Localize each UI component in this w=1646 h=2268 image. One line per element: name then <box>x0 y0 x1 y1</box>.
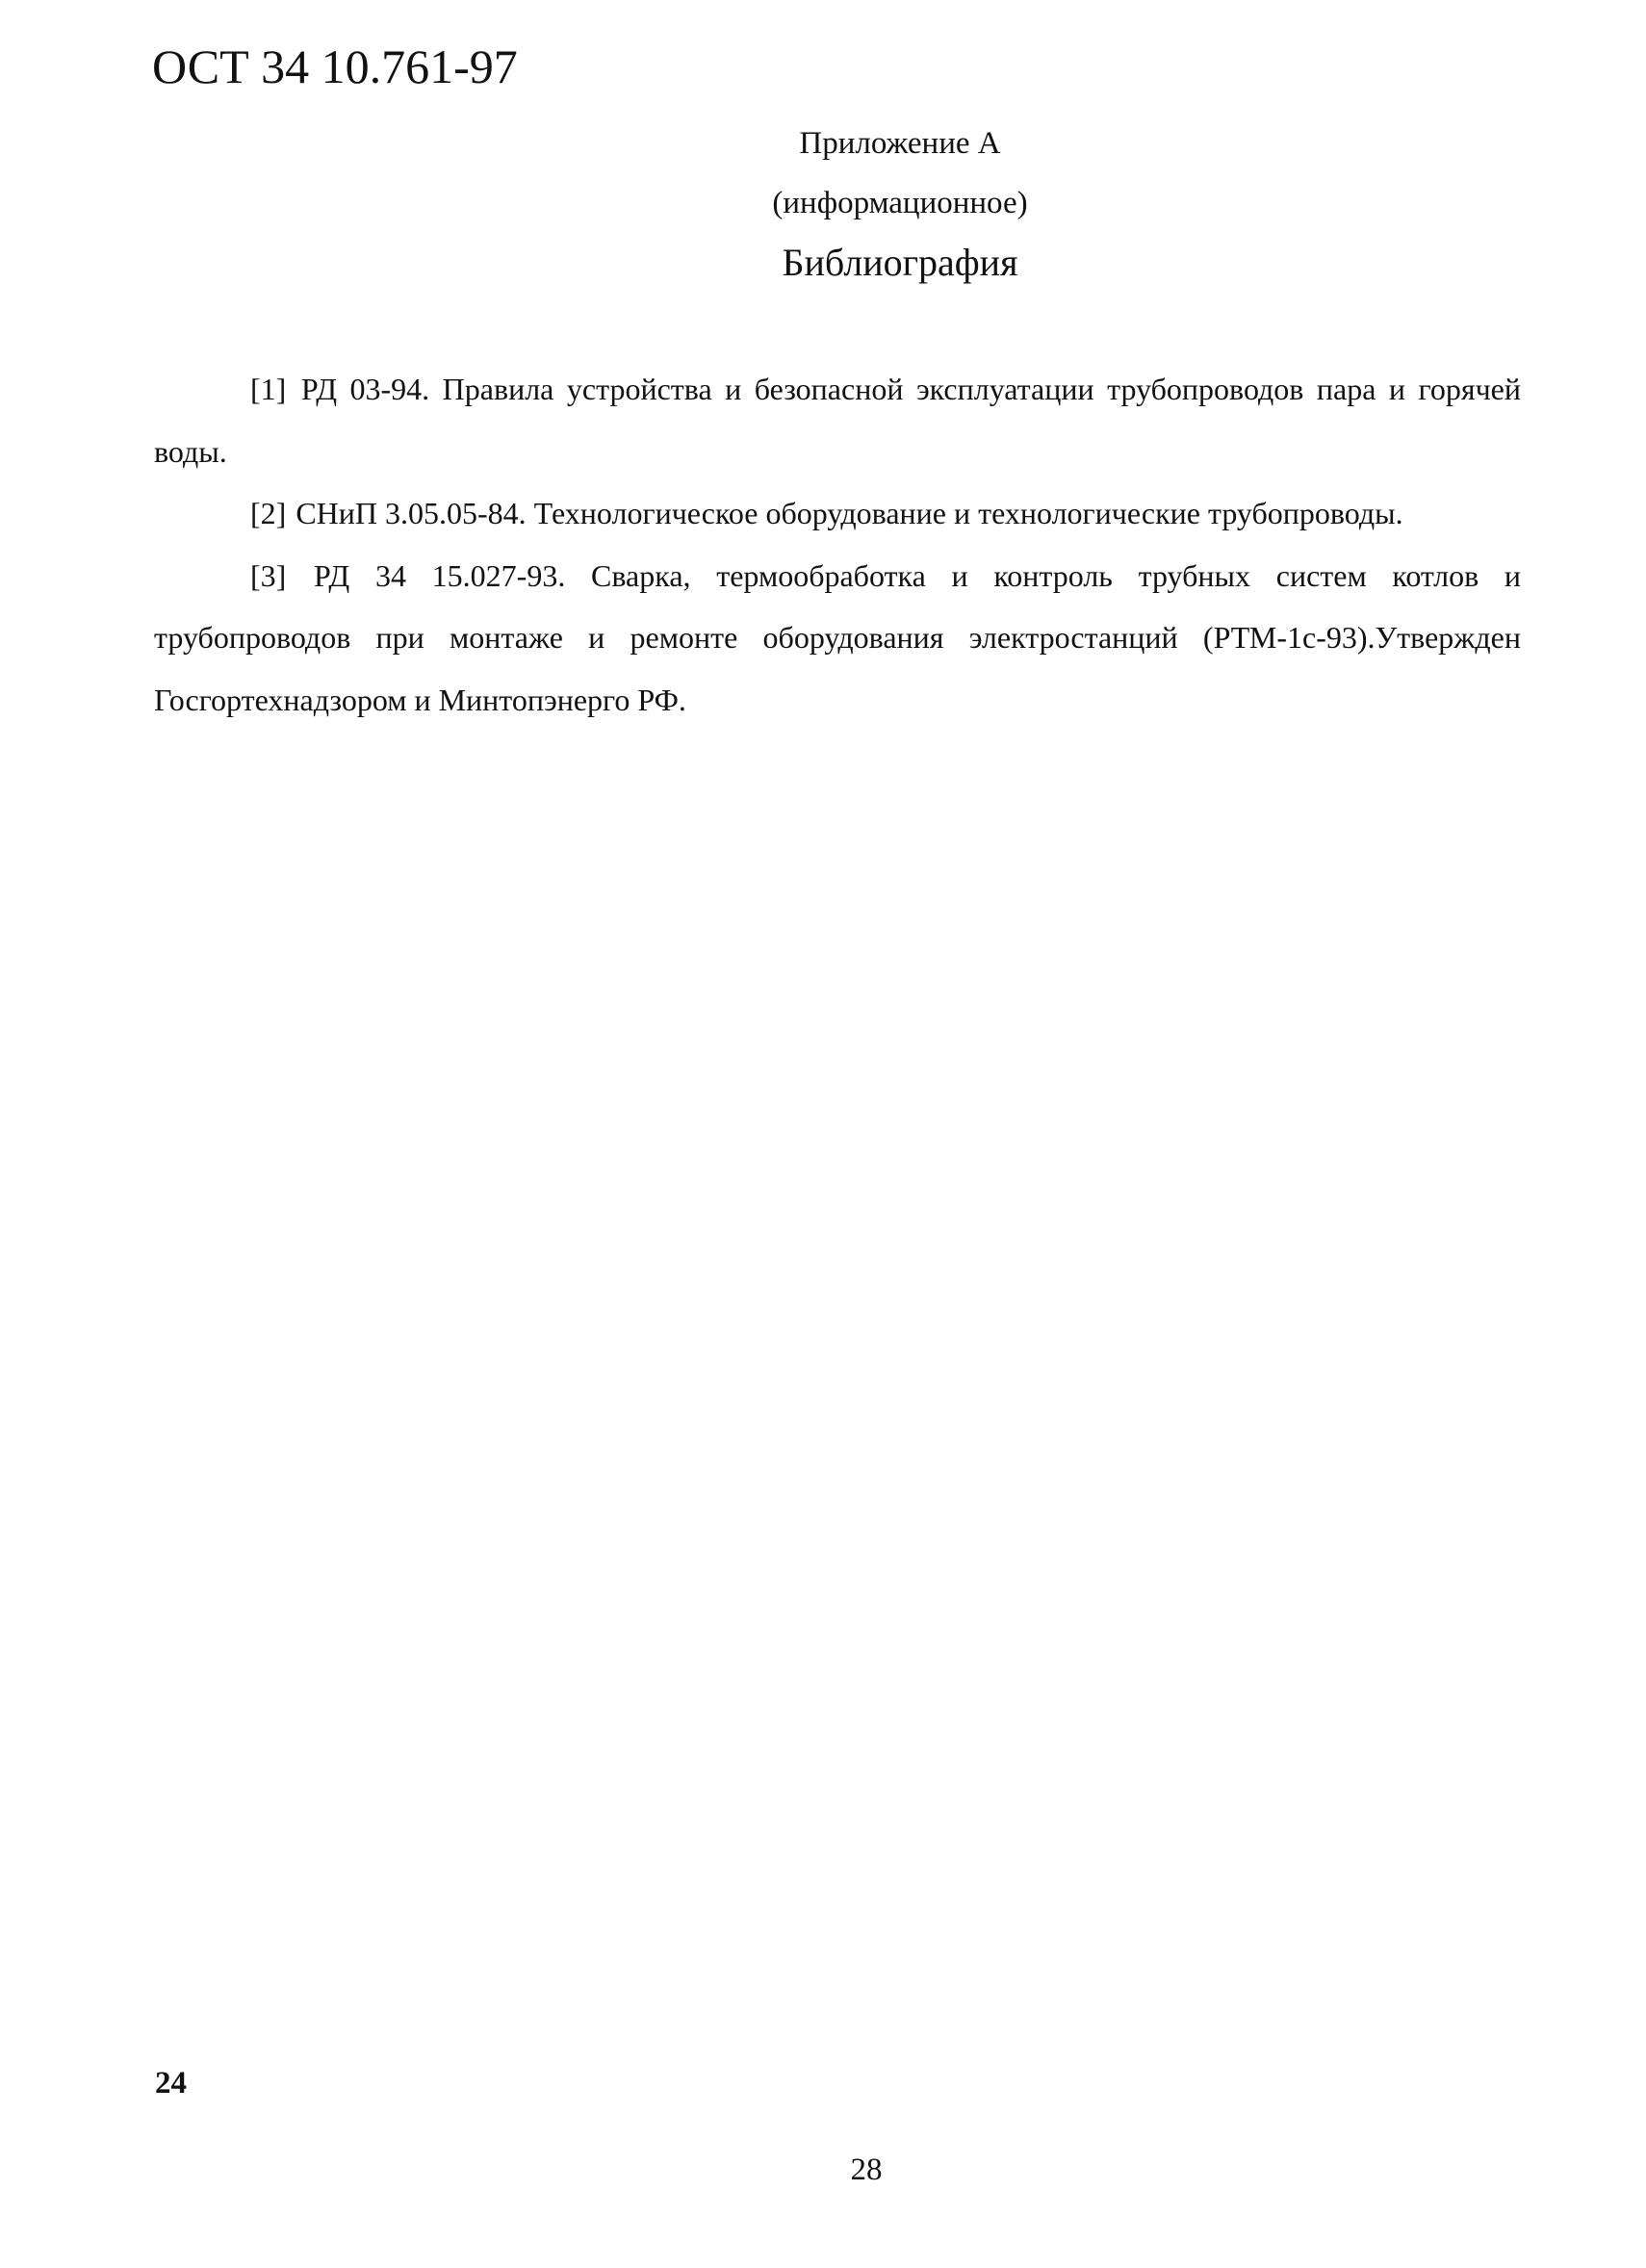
reference-number: [2] <box>250 496 287 530</box>
appendix-title: Приложение А <box>799 126 1001 161</box>
reference-text: РД 34 15.027-93. Сварка, термообработка и контроль трубных систем котлов и трубопроводов при монтаже и ремонте оборудования электростанций (РТМ-1с-93).Утвержден Госгортехнадзором и Минтопэнерго РФ. <box>154 557 1522 717</box>
reference-text: РД 03-94. Правила устройства и безопасной эксплуатации трубопроводов пара и горячей воды. <box>154 372 1522 469</box>
appendix-type: (информационное) <box>772 186 1028 220</box>
sheet-number: 28 <box>850 2152 883 2187</box>
reference-text: СНиП 3.05.05-84. Технологическое оборудование и технологические трубопроводы. <box>296 496 1403 530</box>
bibliography-title: Библиография <box>782 241 1018 284</box>
reference-item <box>154 358 1521 482</box>
reference-list <box>154 358 1521 731</box>
reference-item <box>154 545 1521 732</box>
document-code: ОСТ 34 10.761-97 <box>152 39 518 93</box>
reference-number: [3] <box>250 557 287 593</box>
reference-item <box>154 482 1521 545</box>
reference-number: [1] <box>250 372 287 406</box>
document-page-number: 24 <box>155 2066 187 2100</box>
